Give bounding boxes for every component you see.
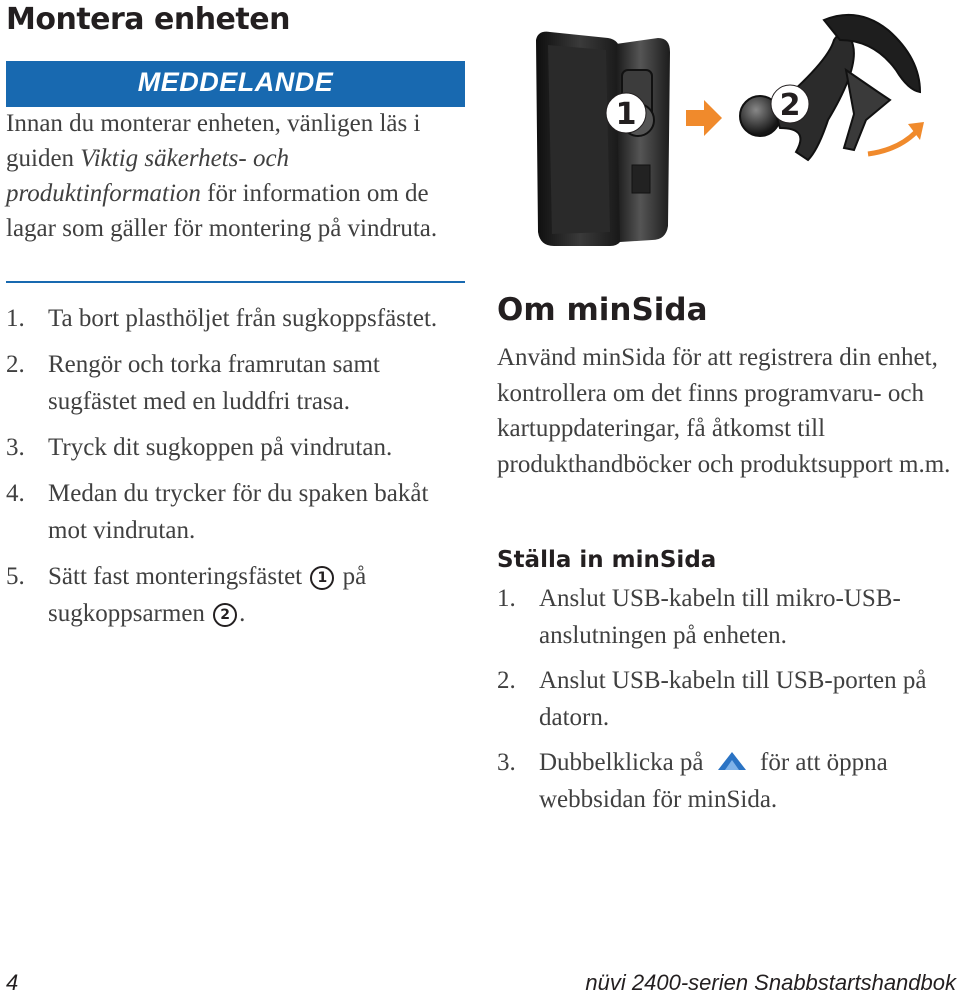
arrow-right-icon	[686, 100, 722, 136]
callout-marker-2: 2	[213, 603, 237, 627]
notice-guide-title: Viktig säkerhets- och produktinformation	[6, 145, 290, 207]
page-title: Montera enheten	[6, 2, 290, 37]
gps-device-graphic	[536, 32, 670, 246]
minsida-setup-heading: Ställa in minSida	[497, 547, 717, 573]
minsida-description: Använd minSida för att registrera din enhet, kontrollera om det finns programvaru- och kartuppdateringar, få åtkomst till produkthandböcker och produktsupport m.m.	[497, 344, 951, 478]
minsida-heading: Om minSida	[497, 292, 708, 328]
footer-title: nüvi 2400-serien Snabbstartshandbok	[585, 970, 956, 995]
callout-marker-1: 1	[310, 566, 334, 590]
minsida-steps-list	[497, 580, 959, 826]
list-item: 1. Anslut USB-kabeln till mikro-USB-anslutningen på enheten.	[497, 585, 901, 649]
suction-cup-mount-graphic	[740, 15, 920, 160]
svg-text:1: 1	[615, 97, 637, 132]
list-item: 5. Sätt fast monteringsfästet 1 på sugkoppsarmen 2 .	[6, 563, 367, 627]
minsida-app-icon	[716, 750, 748, 772]
notice-heading: MEDDELANDE	[137, 67, 334, 97]
list-item: 4. Medan du trycker för du spaken bakåt mot vindrutan.	[6, 480, 429, 544]
page-number: 4	[6, 970, 19, 995]
list-item: 2. Rengör och torka framrutan samt sugfästet med en luddfri trasa.	[6, 351, 380, 415]
list-item: 2. Anslut USB-kabeln till USB-porten på datorn.	[497, 667, 927, 731]
notice-divider	[6, 281, 465, 283]
mount-steps-list	[6, 300, 468, 641]
curved-arrow-icon	[868, 122, 924, 154]
list-item: 1. Ta bort plasthöljet från sugkoppsfästet.	[6, 305, 438, 332]
list-item: 3. Tryck dit sugkoppen på vindrutan.	[6, 434, 393, 461]
svg-text:2: 2	[779, 88, 801, 123]
mount-illustration	[528, 0, 958, 255]
notice-heading-bar	[6, 61, 465, 107]
notice-text: Innan du monterar enheten, vänligen läs i guiden Viktig säkerhets- och produktinformation för information om de lagar som gäller för montering på vindruta.	[6, 110, 438, 242]
list-item: 3. Dubbelklicka på för att öppna webbsidan för minSida.	[497, 749, 888, 813]
